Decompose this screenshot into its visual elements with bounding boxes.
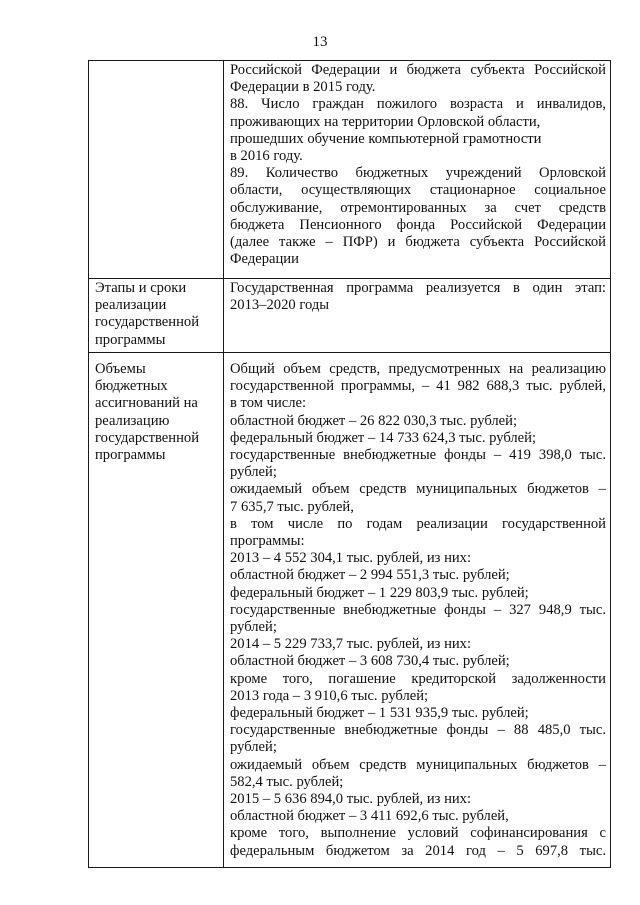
text-line: области, осуществляющих стационарное социальное: [230, 182, 606, 199]
text-line: федеральный бюджет – 14 733 624,3 тыс. рублей;: [230, 429, 537, 446]
text-line: федеральный бюджет – 1 229 803,9 тыс. рублей;: [230, 584, 529, 601]
text-line: областной бюджет – 3 411 692,6 тыс. рублей,: [230, 808, 509, 825]
text-line: в 2016 году.: [230, 148, 303, 165]
text-line: 2015 – 5 636 894,0 тыс. рублей, из них:: [230, 791, 472, 808]
text-line: кроме того, погашение кредиторской задолженности: [230, 670, 606, 687]
row-label-cell: [89, 353, 224, 868]
label-line: Объемы: [95, 361, 146, 377]
program-passport-table: [88, 60, 611, 868]
row-label-cell: [89, 279, 224, 353]
label-line: Этапы и сроки: [95, 280, 187, 296]
text-line: прошедших обучение компьютерной грамотности: [230, 130, 542, 147]
text-line: ожидаемый объем средств муниципальных бюджетов –: [230, 481, 606, 498]
text-line: государственной программы, – 41 982 688,3 тыс. рублей,: [230, 378, 606, 395]
text-line: Общий объем средств, предусмотренных на реализацию: [230, 361, 606, 377]
text-line: в том числе по годам реализации государственной: [230, 515, 606, 532]
label-line: ассигнований на: [95, 395, 198, 412]
label-line: реализацию: [95, 412, 170, 429]
label-line: реализации: [95, 297, 167, 314]
text-line: государственные внебюджетные фонды – 88 485,0 тыс.: [230, 722, 606, 739]
text-line: Федерации в 2015 году.: [230, 79, 376, 96]
text-line: рублей;: [230, 739, 277, 756]
text-line: 88. Число граждан пожилого возраста и инвалидов,: [230, 96, 606, 113]
label-line: программы: [95, 331, 166, 348]
page-number: 13: [312, 34, 328, 50]
text-line: кроме того, выполнение условий софинансирования с: [230, 825, 606, 842]
table-row: [89, 353, 611, 868]
text-line: федеральным бюджетом за 2014 год – 5 697,8 тыс.: [230, 842, 606, 859]
text-line: областной бюджет – 26 822 030,3 тыс. рублей;: [230, 412, 518, 429]
text-line: федеральный бюджет – 1 531 935,9 тыс. рублей;: [230, 705, 529, 722]
text-line: областной бюджет – 3 608 730,4 тыс. рублей;: [230, 653, 510, 670]
text-line: 2013–2020 годы: [230, 297, 330, 314]
text-line: 7 635,7 тыс. рублей,: [230, 498, 354, 515]
text-line: в том числе:: [230, 395, 307, 412]
label-line: программы: [95, 447, 166, 464]
text-line: Федерации: [230, 251, 299, 268]
label-line: государственной: [95, 314, 200, 331]
table-row: [89, 279, 611, 353]
label-line: бюджетных: [95, 378, 168, 395]
text-line: 2013 года – 3 910,6 тыс. рублей;: [230, 687, 429, 704]
text-line: проживающих на территории Орловской области,: [230, 113, 541, 130]
text-line: ожидаемый объем средств муниципальных бюджетов –: [230, 756, 606, 773]
text-line: (далее также – ПФР) и бюджета субъекта Российской: [230, 234, 606, 251]
table-row: [89, 61, 611, 279]
text-line: программы:: [230, 533, 305, 550]
text-line: государственные внебюджетные фонды – 419 398,0 тыс.: [230, 447, 606, 464]
text-line: 89. Количество бюджетных учреждений Орловской: [230, 165, 606, 182]
row-content-cell: [224, 61, 611, 279]
text-line: бюджета Пенсионного фонда Российской Федерации: [230, 216, 606, 233]
text-line: рублей;: [230, 619, 277, 636]
text-line: обслуживание, отремонтированных за счет средств: [230, 199, 606, 216]
text-line: Государственная программа реализуется в один этап:: [230, 280, 606, 296]
text-line: 2014 – 5 229 733,7 тыс. рублей, из них:: [230, 636, 472, 653]
text-line: 2013 – 4 552 304,1 тыс. рублей, из них:: [230, 550, 472, 567]
text-line: Российской Федерации и бюджета субъекта Российской: [230, 62, 606, 78]
row-label-cell: [89, 61, 224, 279]
text-line: рублей;: [230, 464, 277, 481]
row-content-cell: [224, 353, 611, 868]
text-line: государственные внебюджетные фонды – 327 948,9 тыс.: [230, 601, 606, 618]
label-line: государственной: [95, 429, 200, 446]
row-content-cell: [224, 279, 611, 353]
text-line: 582,4 тыс. рублей;: [230, 773, 344, 790]
text-line: областной бюджет – 2 994 551,3 тыс. рублей;: [230, 567, 510, 584]
